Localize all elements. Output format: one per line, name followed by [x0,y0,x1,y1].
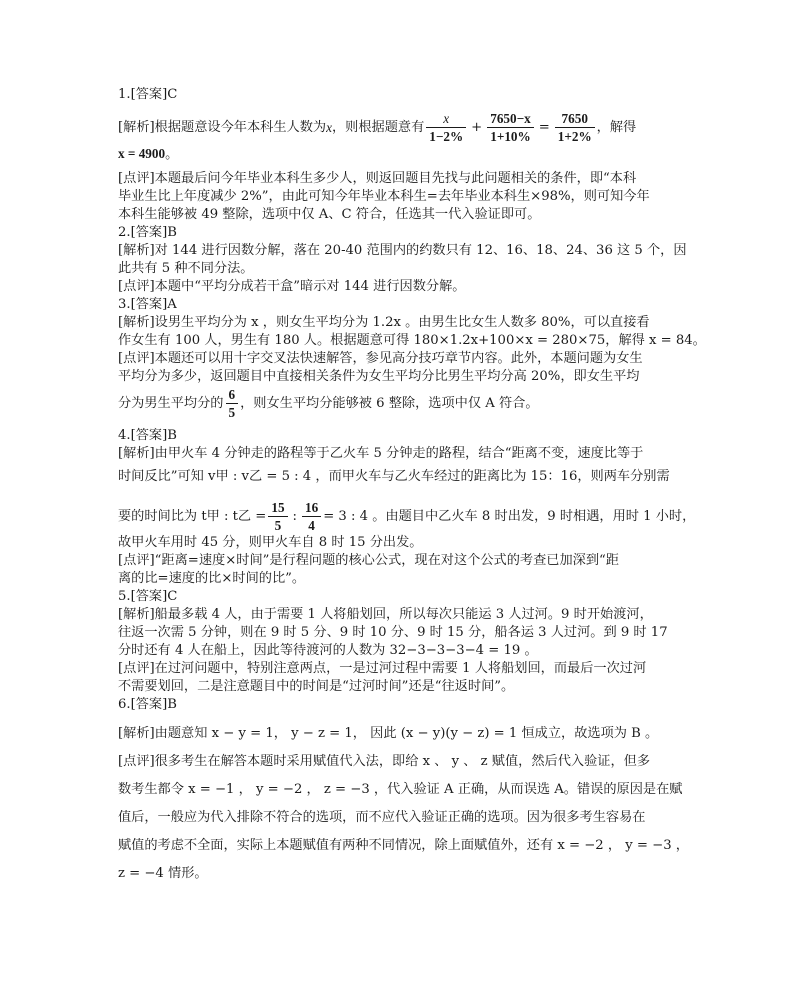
q1-analysis-mid: ，则根据题意有 [331,119,425,135]
q6-line: 值后，一般应为代入排除不符合的选项，而不应代入验证正确的选项。因为很多考生容易在 [118,810,646,825]
q1-comment-line: [点评]本题最后问今年毕业本科生多少人，则返回题目先找与此问题相关的条件，即“本科 [118,171,637,186]
q4-line: 离的比=速度的比×时间的比”。 [118,571,306,586]
q6-line: [解析]由题意知 x − y = 1， y − z = 1， 因此 (x − y)(y − z) = 1 恒成立，故选项为 B 。 [118,726,659,741]
q1-frac2-num: 7650−x [487,110,533,128]
q5-line: [点评]在过河问题中，特别注意两点，一是过河过程中需要 1 人将船划回，而最后一次过河 [118,661,647,676]
q4-time-line [118,499,696,534]
q5-line: [解析]船最多载 4 人，由于需要 1 人将船划回，所以每次只能运 3 人过河。9 时开始渡河， [118,607,653,622]
q5-line: 分时还有 4 人在船上，因此等待渡河的人数为 32−3−3−3−4 = 19 。 [118,643,538,658]
q4-line: [解析]由甲火车 4 分钟走的路程等于乙火车 5 分钟走的路程，结合“距离不变，速度比等于 [118,446,644,461]
q1-frac2-den: 1+10% [490,129,531,144]
q6-line: 数考生都令 x = −1 ， y = −2 ， z = −3 ，代入验证 A 正确，从而误选 A。错误的原因是在赋 [118,782,683,797]
q1-analysis-pre: [解析]根据题意设今年本科生人数为 [118,119,327,135]
q1-result-line [118,145,688,164]
q1-fraction-1 [426,110,466,145]
q4-answer: 4.[答案]B [118,428,177,443]
q4-colon: : [292,508,297,524]
q4-f1-den: 5 [274,518,282,533]
q1-frac3-num: 7650 [555,110,595,128]
q5-line: 往返一次需 5 分钟，则在 9 时 5 分、9 时 10 分、9 时 15 分，船各运 3 人过河。到 9 时 17 [118,625,668,640]
q6-line: [点评]很多考生在解答本题时采用赋值代入法，即给 x 、 y 、 z 赋值，然后代入验证，但多 [118,754,651,769]
q2-line: [解析]对 144 进行因数分解，落在 20-40 范围内的约数只有 12、16、18、24、36 这 5 个，因 [118,243,687,258]
q3-frac-num: 6 [226,386,239,404]
q1-plus: + [471,119,483,135]
q1-fraction-3 [555,110,595,145]
q1-var-x: x [326,119,332,135]
q1-result-tail: 。 [165,147,179,162]
q4-fraction-2 [302,499,321,534]
q3-frac-den: 5 [228,405,236,420]
q6-line: 赋值的考虑不全面，实际上本题赋值有两种不同情况，除上面赋值外，还有 x = −2 ， y = −3 ， [118,838,689,853]
q1-frac1-den: 1−2% [429,129,464,144]
q2-line: [点评]本题中“平均分成若干盒”暗示对 144 进行因数分解。 [118,279,466,294]
q1-comment-line: 本科生能够被 49 整除，选项中仅 A、C 符合，任选其一代入验证即可。 [118,207,541,222]
q3-line: 平均分为多少，返回题目中直接相关条件为女生平均分比男生平均分高 20%，即女生平均 [118,369,640,384]
q1-frac3-den: 1+2% [557,129,592,144]
q4-fraction-1 [268,499,287,534]
q4-time-pre: 要的时间比为 t甲 : t乙 = [118,508,267,524]
q6-line: z = −4 情形。 [118,866,208,881]
answer-document [118,86,706,888]
q4-line: [点评]“距离=速度×时间”是行程问题的核心公式，现在对这个公式的考查已加深到“距 [118,553,619,568]
q2-answer: 2.[答案]B [118,225,177,240]
q4-time-post: = 3 : 4 。由题目中乙火车 8 时出发，9 时相遇，用时 1 小时， [323,508,696,524]
q3-last-post: ，则女生平均分能够被 6 整除，选项中仅 A 符合。 [240,395,539,411]
q1-result: x = 4900 [118,146,166,161]
q1-analysis-end: ，解得 [596,119,637,135]
q3-line: [点评]本题还可以用十字交叉法快速解答，参见高分技巧章节内容。此外，本题问题为女生 [118,351,643,366]
q3-line: [解析]设男生平均分为 x ，则女生平均分为 1.2x 。由男生比女生人数多 80%，可以直接看 [118,315,650,330]
q1-comment-line: 毕业生比上年度减少 2%”，由此可知今年毕业本科生=去年毕业本科生×98%，则可知今年 [118,189,650,204]
q3-last-line [118,386,688,421]
q4-f1-num: 15 [268,499,287,517]
q1-answer: 1.[答案]C [118,87,178,102]
q1-frac1-num: x [426,110,466,128]
q3-line: 作女生有 100 人，男生有 180 人。根据题意可得 180×1.2x+100×x = 280×75，解得 x = 84。 [118,333,706,348]
q1-analysis [118,110,688,145]
q6-answer: 6.[答案]B [118,697,177,712]
q4-line: 时间反比”可知 v甲 : v乙 = 5 : 4 ，而甲火车与乙火车经过的距离比为 15：16，则两车分别需 [118,469,670,484]
q2-line: 此共有 5 种不同分法。 [118,261,254,276]
q5-answer: 5.[答案]C [118,589,178,604]
q4-f2-den: 4 [308,518,315,533]
q3-answer: 3.[答案]A [118,297,177,312]
q1-equals: = [538,119,550,135]
q1-fraction-2 [487,110,533,145]
q4-f2-num: 16 [302,499,321,517]
q4-line: 故甲火车用时 45 分，则甲火车自 8 时 15 分出发。 [118,535,423,550]
q3-last-pre: 分为男生平均分的 [118,395,224,411]
q5-line: 不需要划回，二是注意题目中的时间是“过河时间”还是“往返时间”。 [118,679,515,694]
q3-fraction [226,386,239,421]
